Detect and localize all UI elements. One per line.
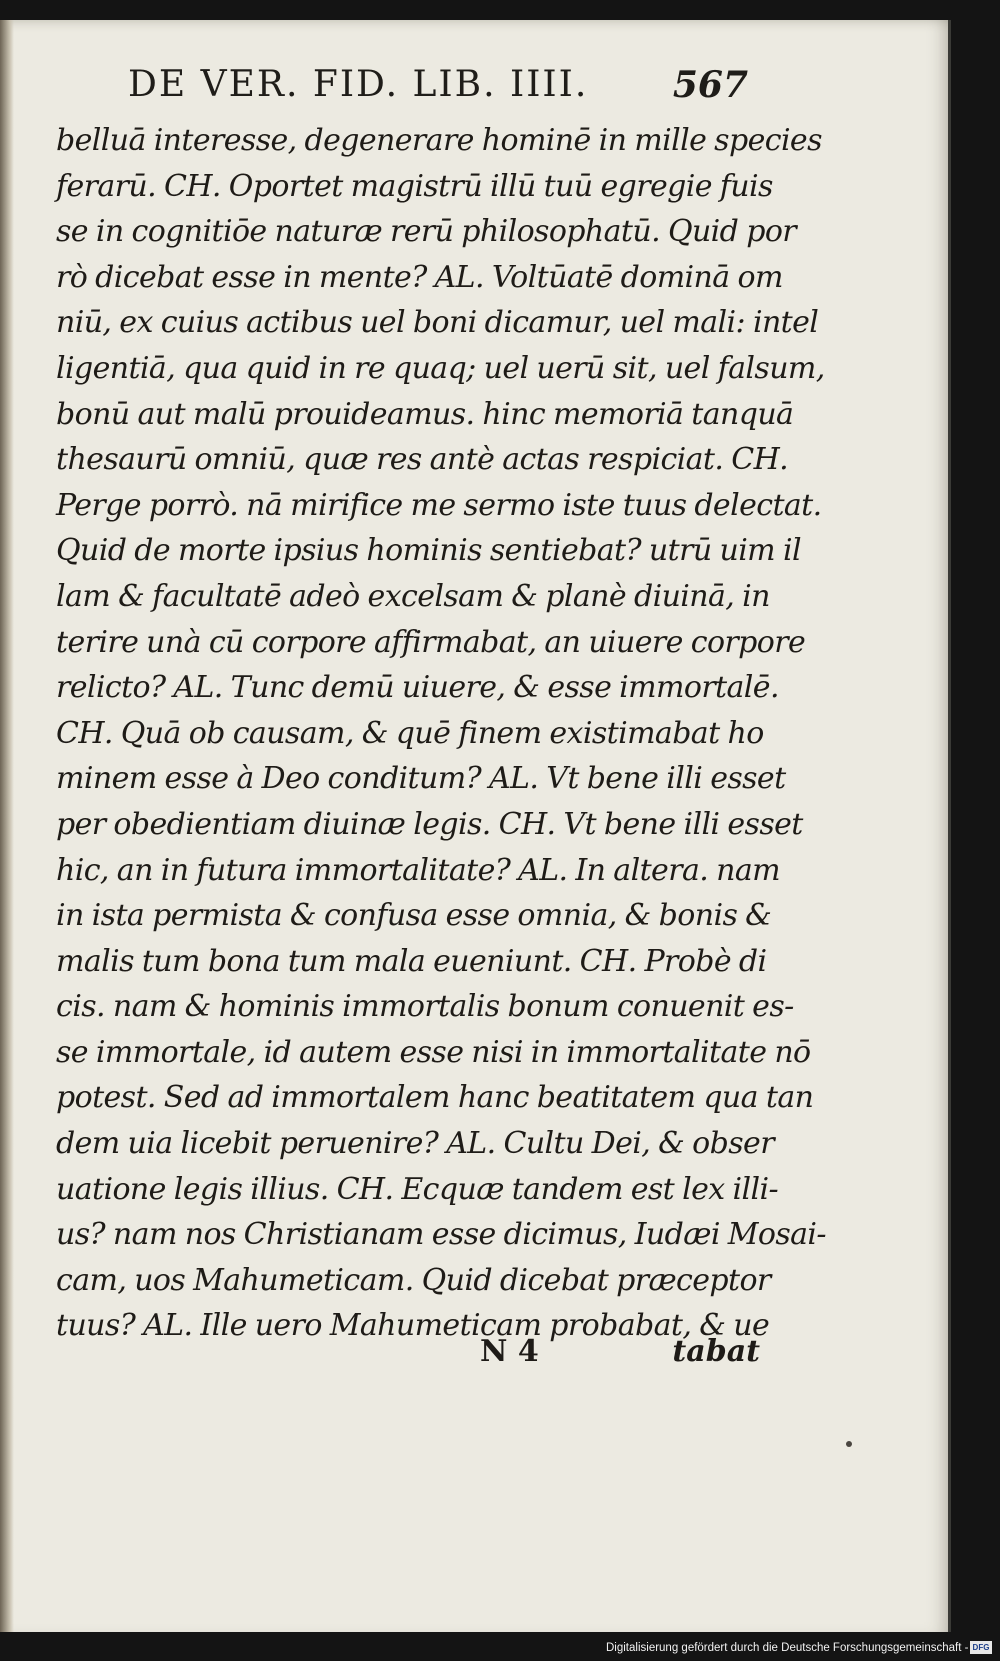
- text-line: ferarū. CH. Oportet magistrū illū tuū egregie fuis: [56, 168, 773, 204]
- running-head-title: DE VER. FID. LIB. IIII.: [128, 64, 589, 105]
- text-line: cam, uos Mahumeticam. Quid dicebat præceptor: [56, 1262, 771, 1298]
- text-line: malis tum bona tum mala eueniunt. CH. Probè di: [56, 943, 767, 979]
- text-line: ligentiā, qua quid in re quaq; uel uerū sit, uel falsum,: [56, 350, 825, 386]
- text-line: potest. Sed ad immortalem hanc beatitatem qua tan: [56, 1080, 814, 1116]
- credit-text: Digitalisierung gefördert durch die Deutsche Forschungsgemeinschaft -: [606, 1642, 969, 1654]
- text-block: [56, 118, 826, 1349]
- text-line: minem esse à Deo conditum? AL. Vt bene illi esset: [56, 761, 786, 797]
- text-line: dem uia licebit peruenire? AL. Cultu Dei, & obser: [56, 1126, 774, 1162]
- text-line: thesaurū omniū, quæ res antè actas respiciat. CH.: [56, 442, 789, 478]
- text-line: rò dicebat esse in mente? AL. Voltūatē dominā om: [56, 259, 783, 295]
- text-line: terire unà cū corpore affirmabat, an uiuere corpore: [56, 624, 806, 660]
- text-line: se in cognitiōe naturæ rerū philosophatū. Quid por: [56, 214, 797, 250]
- text-line: Quid de morte ipsius hominis sentiebat? utrū uim il: [56, 533, 801, 569]
- text-line: cis. nam & hominis immortalis bonum conuenit es-: [56, 989, 794, 1025]
- text-line: uatione legis illius. CH. Ecquæ tandem est lex illi-: [56, 1171, 778, 1207]
- text-line: bonū aut malū prouideamus. hinc memoriā tanquā: [56, 396, 794, 432]
- text-line: per obedientiam diuinæ legis. CH. Vt bene illi esset: [56, 806, 803, 842]
- text-line: se immortale, id autem esse nisi in immortalitate nō: [56, 1034, 811, 1070]
- text-line: hic, an in futura immortalitate? AL. In altera. nam: [56, 852, 780, 888]
- page-number: 567: [672, 64, 748, 106]
- text-line: relicto? AL. Tunc demū uiuere, & esse immortalē.: [56, 670, 779, 706]
- catchline: [480, 1334, 760, 1384]
- text-line: niū, ex cuius actibus uel boni dicamur, uel mali: intel: [56, 305, 819, 341]
- ink-speck: [846, 1441, 852, 1447]
- text-line: CH. Quā ob causam, & quē finem existimabat ho: [56, 715, 764, 751]
- text-line: Perge porrò. nā mirifice me sermo iste tuus delectat.: [56, 487, 822, 523]
- digitization-credit: [606, 1640, 992, 1658]
- text-line: belluā interesse, degenerare hominē in mille species: [56, 123, 822, 158]
- text-line: us? nam nos Christianam esse dicimus, Iudæi Mosai-: [56, 1217, 826, 1253]
- text-line: tuus? AL. Ille uero Mahumeticam probabat, & ue: [56, 1308, 770, 1344]
- running-head: [128, 64, 748, 114]
- signature-mark: N 4: [480, 1334, 539, 1369]
- dfg-logo: DFG: [970, 1641, 992, 1654]
- catchword: tabat: [672, 1334, 760, 1369]
- text-line: in ista permista & confusa esse omnia, & bonis &: [56, 898, 772, 934]
- text-line: lam & facultatē adeò excelsam & planè diuinā, in: [56, 578, 770, 614]
- binding-edge: [0, 20, 14, 1632]
